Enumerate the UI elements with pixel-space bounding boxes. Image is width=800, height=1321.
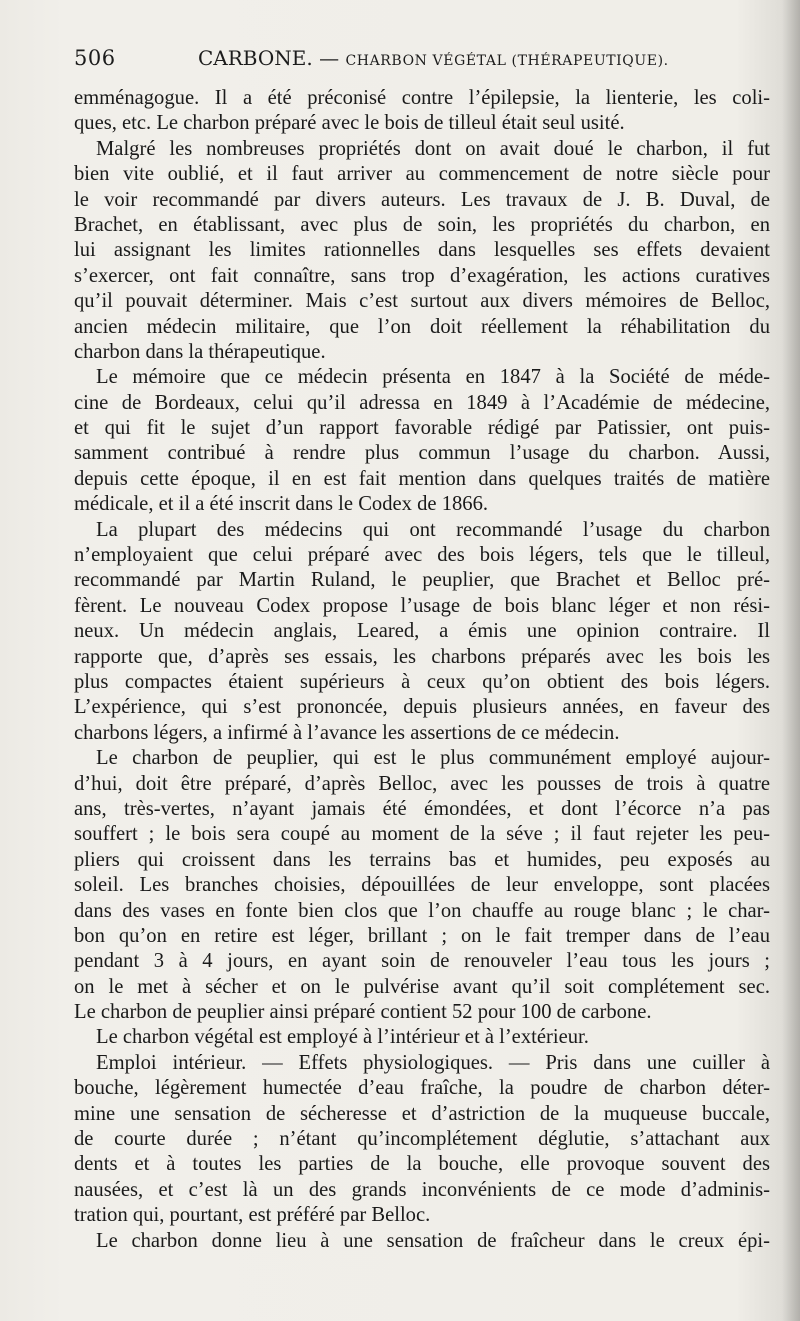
text-line: mine une sensation de sécheresse et d’astriction de la muqueuse buccale, xyxy=(74,1102,770,1125)
text-line: Le charbon de peuplier, qui est le plus communément employé aujour- xyxy=(96,747,770,770)
text-line: fèrent. Le nouveau Codex propose l’usage de bois blanc léger et non rési- xyxy=(74,594,770,617)
text-line: lui assignant les limites rationnelles dans lesquelles ses effets devaient xyxy=(74,239,770,262)
text-line: n’employaient que celui préparé avec des bois légers, tels que le tilleul, xyxy=(74,544,770,567)
text-line: Malgré les nombreuses propriétés dont on avait doué le charbon, il fut xyxy=(96,137,770,160)
text-line: charbons légers, a infirmé à l’avance les assertions de ce médecin. xyxy=(74,721,620,744)
text-line: Brachet, en établissant, avec plus de soin, les propriétés du charbon, en xyxy=(74,213,770,236)
spine-shadow xyxy=(782,0,800,1321)
text-line: Emploi intérieur. — Effets physiologiques. — Pris dans une cuiller à xyxy=(96,1051,770,1074)
running-head-dash: — xyxy=(319,46,340,70)
text-line: samment contribué à rendre plus commun l’usage du charbon. Aussi, xyxy=(74,442,770,465)
text-line: neux. Un médecin anglais, Leared, a émis une opinion contraire. Il xyxy=(74,620,770,643)
text-line: le voir recommandé par divers auteurs. Les travaux de J. B. Duval, de xyxy=(74,188,770,211)
text-line: pliers qui croissent dans les terrains bas et humides, peu exposés au xyxy=(74,848,770,871)
running-head-subtitle: CHARBON VÉGÉTAL (THÉRAPEUTIQUE). xyxy=(345,53,669,69)
text-line: de courte durée ; n’étant qu’incomplétement déglutie, s’attachant aux xyxy=(74,1128,770,1151)
text-line: ancien médecin militaire, que l’on doit réellement la réhabilitation du xyxy=(74,315,770,338)
body-text xyxy=(74,86,770,1254)
text-line: recommandé par Martin Ruland, le peuplier, que Brachet et Belloc pré- xyxy=(74,569,770,592)
text-line: ques, etc. Le charbon préparé avec le bois de tilleul était seul usité. xyxy=(74,112,625,135)
text-line: Le mémoire que ce médecin présenta en 1847 à la Société de méde- xyxy=(96,366,770,389)
text-line: cine de Bordeaux, celui qu’il adressa en 1849 à l’Académie de médecine, xyxy=(74,391,770,414)
text-line: qu’il pouvait déterminer. Mais c’est surtout aux divers mémoires de Belloc, xyxy=(74,290,770,313)
text-line: d’hui, doit être préparé, d’après Belloc, avec les pousses de trois à quatre xyxy=(74,772,770,795)
text-line: dans des vases en fonte bien clos que l’on chauffe au rouge blanc ; le char- xyxy=(74,899,770,922)
text-line: dents et à toutes les parties de la bouche, elle provoque souvent des xyxy=(74,1153,770,1176)
text-line: emménagogue. Il a été préconisé contre l’épilepsie, la lienterie, les coli- xyxy=(74,87,770,109)
text-line: bien vite oublié, et il faut arriver au commencement de notre siècle pour xyxy=(74,163,770,186)
text-line: Le charbon donne lieu à une sensation de fraîcheur dans le creux épi- xyxy=(96,1229,770,1252)
text-line: tration qui, pourtant, est préféré par Belloc. xyxy=(74,1204,431,1227)
text-line: charbon dans la thérapeutique. xyxy=(74,340,326,363)
page-header xyxy=(74,46,754,80)
text-line: nausées, et c’est là un des grands inconvénients de ce mode d’adminis- xyxy=(74,1178,770,1201)
page-number: 506 xyxy=(74,46,116,70)
text-line: ans, très-vertes, n’ayant jamais été émondées, et dont l’écorce n’a pas xyxy=(74,797,770,820)
text-line: soleil. Les branches choisies, dépouillées de leur enveloppe, sont placées xyxy=(74,874,770,897)
text-line: depuis cette époque, il en est fait mention dans quelques traités de matière xyxy=(74,467,770,490)
text-line: L’expérience, qui s’est prononcée, depuis plusieurs années, en faveur des xyxy=(74,696,770,719)
text-line: et qui fit le sujet d’un rapport favorable rédigé par Patissier, ont puis- xyxy=(74,417,770,440)
running-head-section: CARBONE. xyxy=(198,46,313,70)
running-head xyxy=(198,46,669,70)
text-line: bouche, légèrement humectée d’eau fraîche, la poudre de charbon déter- xyxy=(74,1077,770,1100)
text-line: La plupart des médecins qui ont recommandé l’usage du charbon xyxy=(96,518,770,541)
text-line: médicale, et il a été inscrit dans le Codex de 1866. xyxy=(74,493,489,516)
text-line: on le met à sécher et on le pulvérise avant qu’il soit complétement sec. xyxy=(74,975,770,998)
text-line: s’exercer, ont fait connaître, sans trop d’exagération, les actions curatives xyxy=(74,264,770,287)
text-line: bon qu’on en retire est léger, brillant ; on le fait tremper dans de l’eau xyxy=(74,924,770,947)
text-line: plus compactes étaient supérieurs à ceux qu’on obtient des bois légers. xyxy=(74,670,770,693)
text-line: pendant 3 à 4 jours, en ayant soin de renouveler l’eau tous les jours ; xyxy=(74,950,770,973)
text-line: souffert ; le bois sera coupé au moment de la séve ; il faut rejeter les peu- xyxy=(74,823,770,846)
text-line: Le charbon de peuplier ainsi préparé contient 52 pour 100 de carbone. xyxy=(74,1001,652,1024)
text-line: rapporte que, d’après ses essais, les charbons préparés avec les bois les xyxy=(74,645,770,668)
text-line: Le charbon végétal est employé à l’intérieur et à l’extérieur. xyxy=(96,1026,589,1049)
